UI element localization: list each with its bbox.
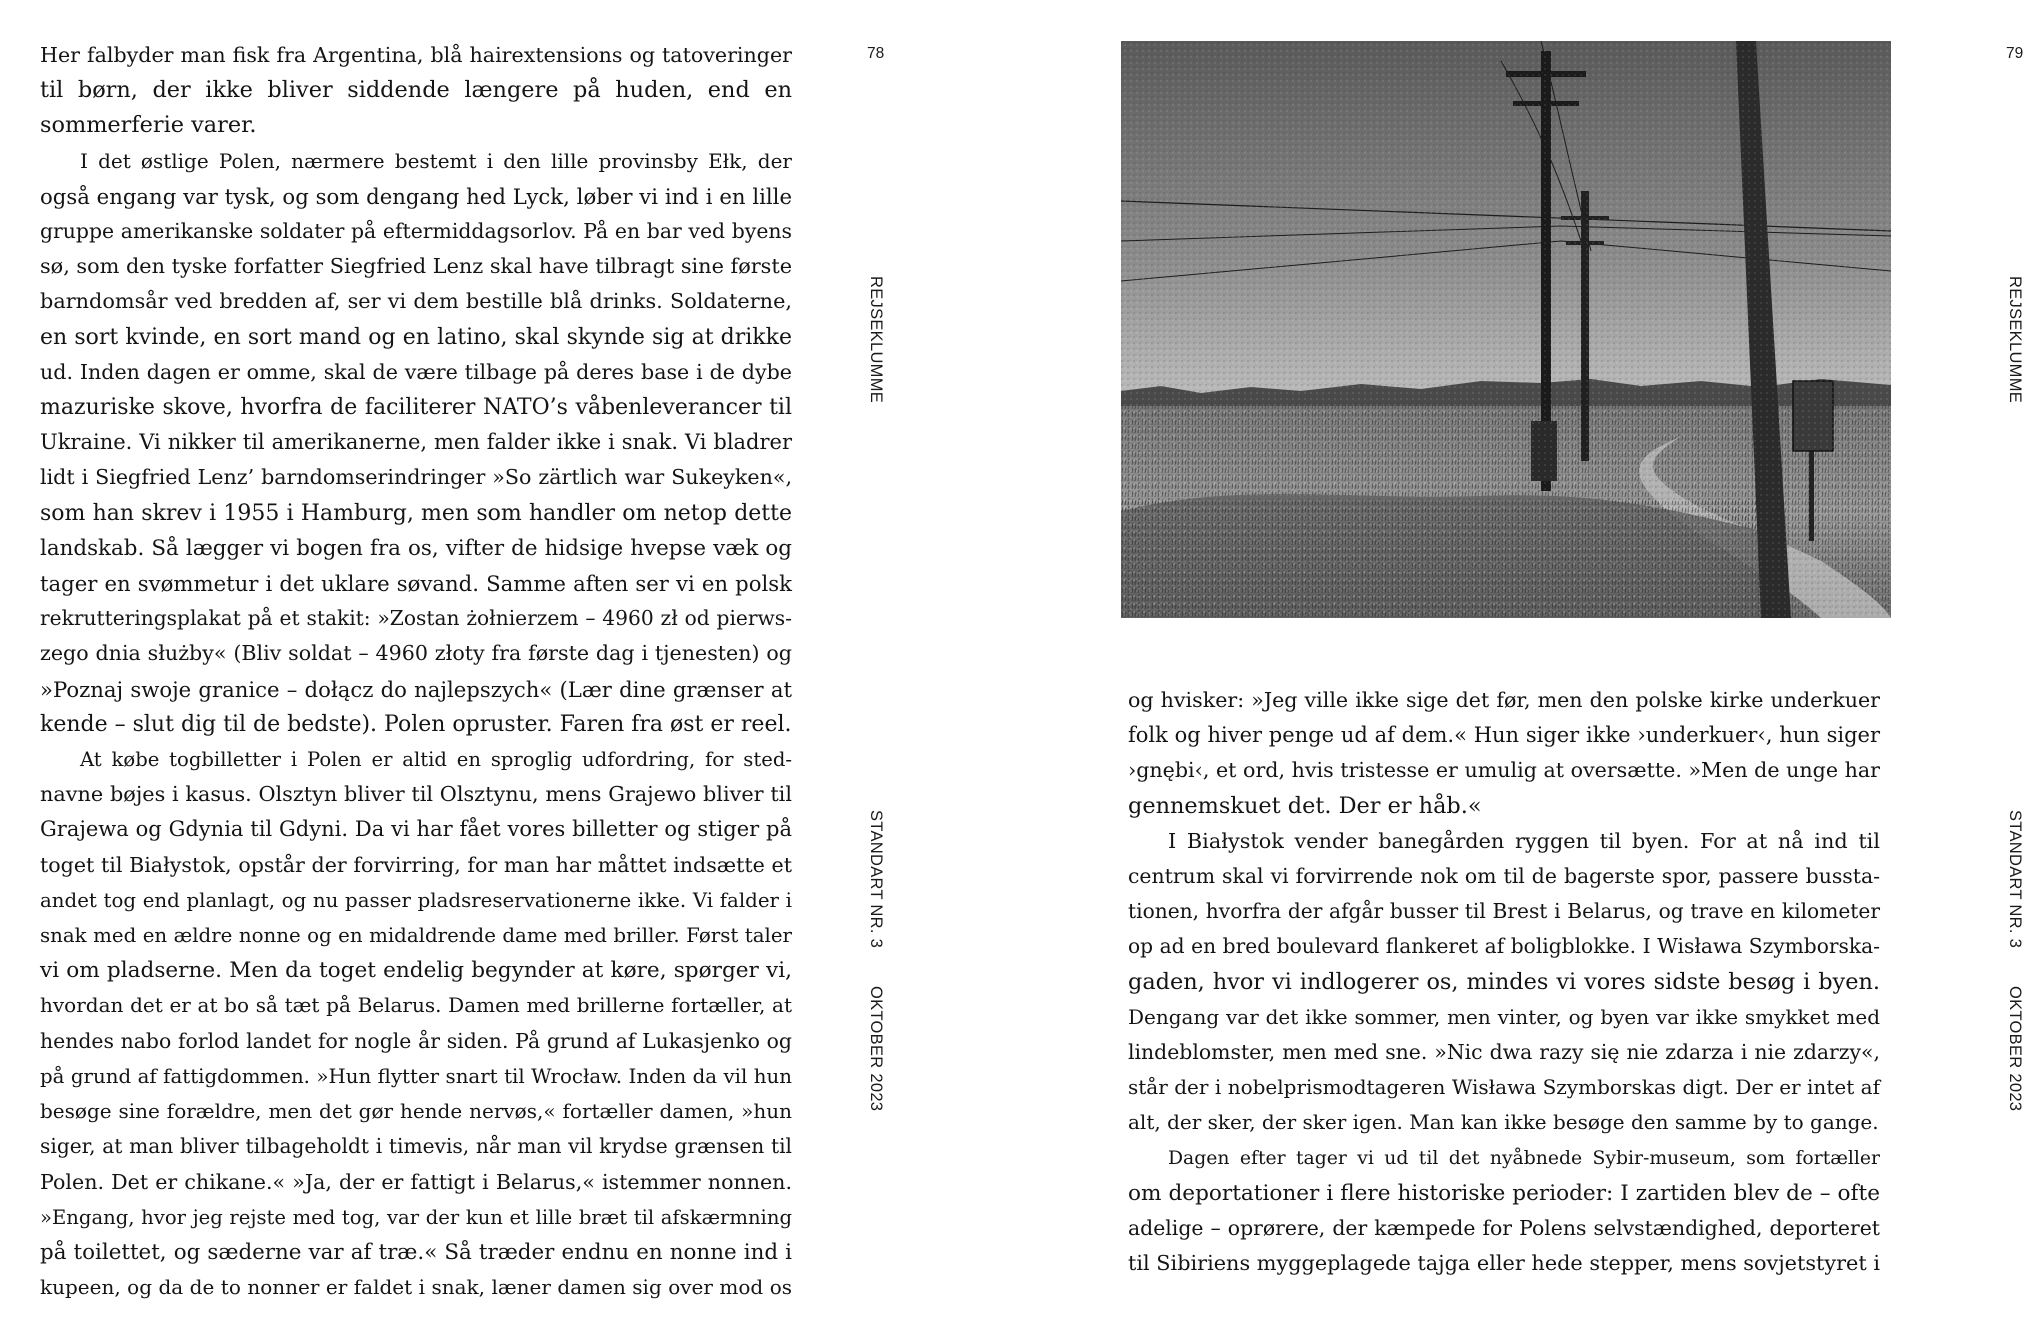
text-line: I Białystok vender banegården ryggen til byen. For at nå ind til [1168, 828, 1880, 853]
running-head: REJSEKLUMME [867, 276, 885, 404]
text-line: lidt i Siegfried Lenz’ barndomserindringer »So zärtlich war Sukeyken«, [40, 465, 792, 490]
text-line: en sort kvinde, en sort mand og en latino, skal skynde sig at drikke [40, 324, 792, 350]
text-line: gennemskuet det. Der er håb.« [1128, 792, 1482, 819]
text-line: I det østlige Polen, nærmere bestemt i den lille provinsby Ełk, der [80, 148, 792, 173]
running-head: REJSEKLUMME [2006, 276, 2024, 404]
text-line: ud. Inden dagen er omme, skal de være tilbage på deres base i de dybe [40, 359, 792, 384]
text-line: på toilettet, og sæderne var af træ.« Så træder endnu en nonne ind i [40, 1239, 792, 1265]
text-line: Grajewa og Gdynia til Gdyni. Da vi har fået vores billetter og stiger på [40, 817, 792, 842]
right-body-text [1128, 683, 1880, 1281]
text-line: barndomsår ved bredden af, ser vi dem bestille blå drinks. Soldaterne, [40, 289, 792, 314]
text-line: til Sibiriens myggeplagede tajga eller hede stepper, mens sovjetstyret i [1128, 1251, 1880, 1276]
text-line: sommerferie varer. [40, 112, 257, 139]
text-line: på grund af fattigdommen. »Hun flytter snart til Wrocław. Inden da vil hun [40, 1064, 792, 1088]
text-line: navne bøjes i kasus. Olsztyn bliver til Olsztynu, mens Grajewo bliver til [40, 782, 792, 807]
page-number: 79 [2006, 45, 2024, 62]
text-line: At købe togbilletter i Polen er altid en sproglig udfordring, for sted- [80, 748, 792, 772]
text-line: op ad en bred boulevard flankeret af boligblokke. I Wisława Szymborska- [1128, 934, 1880, 959]
text-line: vi om pladserne. Men da toget endelig begynder at køre, spørger vi, [40, 958, 792, 984]
text-line: Ukraine. Vi nikker til amerikanerne, men falder ikke i snak. Vi bladrer [40, 430, 792, 455]
text-line: sø, som den tyske forfatter Siegfried Lenz skal have tilbragt sine første [40, 254, 792, 279]
text-line: rekrutteringsplakat på et stakit: »Zostan żołnierzem – 4960 zł od pierws- [40, 606, 792, 631]
text-line: hvordan det er at bo så tæt på Belarus. Damen med brillerne fortæller, at [40, 993, 792, 1018]
text-line: folk og hiver penge ud af dem.« Hun siger ikke ›underkuer‹, hun siger [1128, 723, 1880, 748]
text-line: hendes nabo forlod landet for nogle år siden. På grund af Lukasjenko og [40, 1028, 792, 1053]
text-line: gaden, hvor vi indlogerer os, mindes vi vores sidste besøg i byen. [1128, 968, 1880, 995]
text-line: står der i nobelprismodtageren Wisława Szymborskas digt. Der er intet af [1128, 1075, 1880, 1100]
text-line: besøge sine forældre, men det gør hende nervøs,« fortæller damen, »hun [40, 1099, 792, 1124]
left-page [0, 0, 960, 1328]
text-line: Polen. Det er chikane.« »Ja, der er fattigt i Belarus,« istemmer nonnen. [40, 1169, 792, 1194]
text-line: lindeblomster, men med sne. »Nic dwa razy się nie zdarza i nie zdarzy«, [1128, 1040, 1880, 1065]
text-line: siger, at man bliver tilbageholdt i timevis, når man vil krydse grænsen til [40, 1134, 792, 1159]
date-label: OKTOBER 2023 [867, 986, 885, 1112]
text-line: kende – slut dig til de bedste). Polen opruster. Faren fra øst er reel. [40, 711, 792, 737]
text-line: zego dnia służby« (Bliv soldat – 4960 złoty fra første dag i tjenesten) og [40, 641, 792, 666]
text-line: »Engang, hvor jeg rejste med tog, var der kun et lille bræt til afskærmning [40, 1205, 792, 1229]
page-number: 78 [867, 45, 885, 62]
text-line: også engang var tysk, og som dengang hed Lyck, løber vi ind i en lille [40, 183, 792, 209]
text-line: landskab. Så lægger vi bogen fra os, vifter de hidsige hvepse væk og [40, 535, 792, 561]
text-line: adelige – oprørere, der kæmpede for Polens selvstændighed, deporteret [1128, 1216, 1880, 1241]
text-line: Her falbyder man fisk fra Argentina, blå hairextensions og tatoveringer [40, 43, 792, 67]
journal-label: STANDART NR. 3 [2006, 810, 2024, 949]
text-line: »Poznaj swoje granice – dołącz do najlepszych« (Lær dine grænser at [40, 676, 792, 702]
text-line: og hvisker: »Jeg ville ikke sige det før, men den polske kirke underkuer [1128, 688, 1880, 712]
text-line: ›gnębi‹, et ord, hvis tristesse er umulig at oversætte. »Men de unge har [1128, 758, 1880, 783]
text-line: mazuriske skove, hvorfra de faciliterer NATO’s våbenleverancer til [40, 395, 792, 421]
landscape-photo [1121, 41, 1891, 618]
text-line: Dagen efter tager vi ud til det nyåbnede Sybir-museum, som fortæller [1168, 1147, 1880, 1169]
text-line: Dengang var det ikke sommer, men vinter, og byen var ikke smykket med [1128, 1004, 1880, 1029]
text-line: snak med en ældre nonne og en midaldrende dame med briller. Først taler [40, 924, 792, 948]
text-line: kupeen, og da de to nonner er faldet i snak, læner damen sig over mod os [40, 1275, 792, 1300]
text-line: alt, der sker, der sker igen. Man kan ikke besøge den samme by to gange. [1128, 1110, 1879, 1135]
left-body-text [40, 38, 792, 1305]
photo-illustration [1121, 41, 1891, 618]
date-label: OKTOBER 2023 [2006, 986, 2024, 1112]
journal-label: STANDART NR. 3 [867, 810, 885, 949]
text-line: tager en svømmetur i det uklare søvand. Samme aften ser vi en polsk [40, 571, 792, 597]
text-line: til børn, der ikke bliver siddende længere på huden, end en [40, 77, 792, 104]
text-line: centrum skal vi forvirrende nok om til de bagerste spor, passere bussta- [1128, 864, 1880, 889]
text-line: toget til Białystok, opstår der forvirring, for man har måttet indsætte et [40, 852, 792, 877]
text-line: som han skrev i 1955 i Hamburg, men som handler om netop dette [40, 500, 792, 526]
text-line: om deportationer i flere historiske perioder: I zartiden blev de – ofte [1128, 1180, 1880, 1206]
text-line: andet tog end planlagt, og nu passer pladsreservationerne ikke. Vi falder i [40, 888, 792, 912]
text-line: gruppe amerikanske soldater på eftermiddagsorlov. På en bar ved byens [40, 219, 792, 244]
text-line: tionen, hvorfra der afgår busser til Brest i Belarus, og trave en kilometer [1128, 899, 1880, 924]
